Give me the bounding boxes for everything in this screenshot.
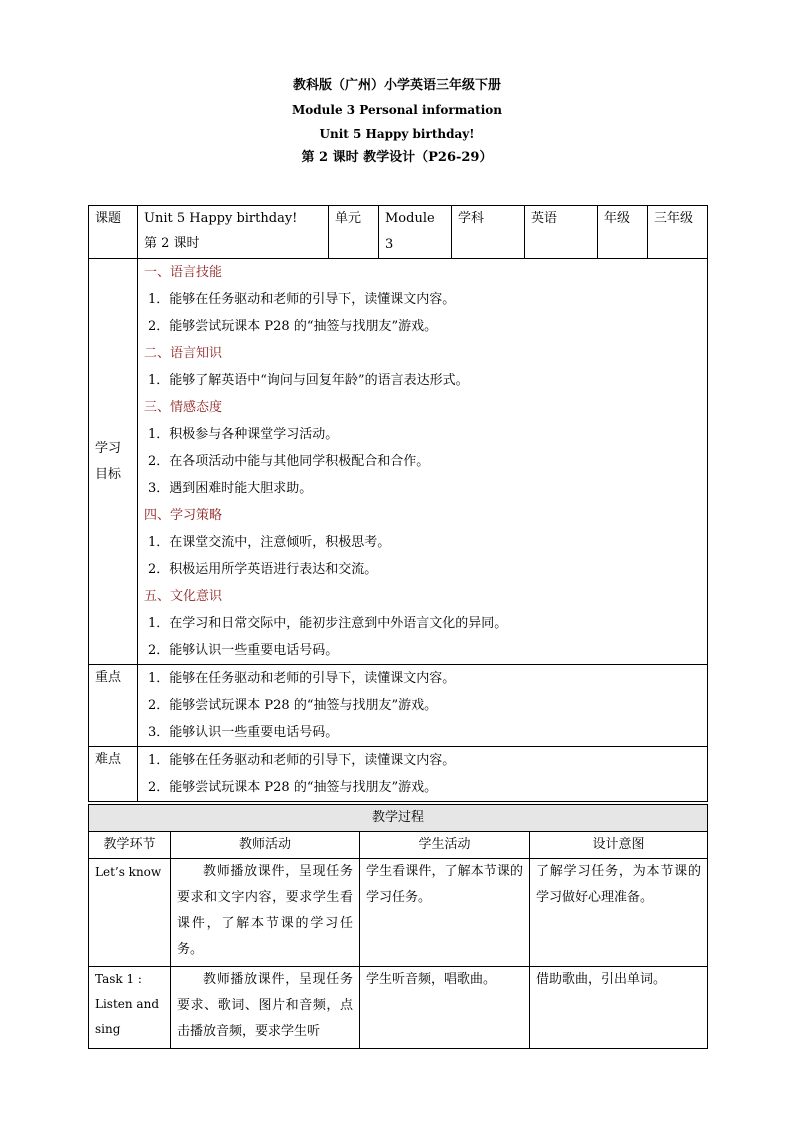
grade-label: 年级	[598, 206, 648, 259]
topic-value-lesson: 第 2 课时	[144, 236, 200, 251]
difficulties-row	[89, 747, 708, 802]
objective-item: 3．遇到困难时能大胆求助。	[148, 481, 313, 496]
info-row	[89, 206, 708, 259]
objectives-label: 学习 目标	[89, 259, 138, 665]
process-header: 教师活动	[171, 832, 360, 859]
header-title: 教科版（广州）小学英语三年级下册	[292, 78, 501, 93]
topic-value	[138, 206, 329, 259]
subject-value: 英语	[525, 206, 598, 259]
header-lesson: 第 2 课时 教学设计（P26-29）	[301, 150, 493, 165]
header-module: Module 3 Personal information	[291, 103, 503, 117]
difficulties-label: 难点	[89, 747, 138, 802]
objective-item: 1．能够在任务驱动和老师的引导下，读懂课文内容。	[148, 292, 456, 307]
grade-value: 三年级	[648, 206, 708, 259]
process-row	[89, 967, 708, 1049]
process-student-activity: 学生看课件，了解本节课的学习任务。	[360, 859, 530, 967]
objective-section-title: 五、文化意识	[144, 589, 223, 604]
process-header: 设计意图	[530, 832, 708, 859]
objective-item: 1．积极参与各种课堂学习活动。	[148, 427, 339, 442]
difficulties-content	[138, 747, 708, 802]
objective-item: 2．积极运用所学英语进行表达和交流。	[148, 562, 378, 577]
topic-label: 课题	[89, 206, 138, 259]
objectives-row	[89, 259, 708, 665]
process-stage: Let’s know	[89, 859, 171, 967]
difficulty-item: 2．能够尝试玩课本 P28 的“抽签与找朋友”游戏。	[148, 780, 438, 795]
key-points-content	[138, 665, 708, 747]
header-unit: Unit 5 Happy birthday!	[319, 127, 475, 141]
process-design-intent: 了解学习任务，为本节课的学习做好心理准备。	[530, 859, 708, 967]
objective-item: 2．能够尝试玩课本 P28 的“抽签与找朋友”游戏。	[148, 319, 438, 334]
process-title: 教学过程	[89, 805, 708, 832]
key-points-label: 重点	[89, 665, 138, 747]
objectives-content	[138, 259, 708, 665]
objective-item: 2．能够认识一些重要电话号码。	[148, 643, 339, 658]
key-point-item: 1．能够在任务驱动和老师的引导下，读懂课文内容。	[148, 671, 456, 686]
difficulty-item: 1．能够在任务驱动和老师的引导下，读懂课文内容。	[148, 753, 456, 768]
process-header: 学生活动	[360, 832, 530, 859]
objective-item: 2．在各项活动中能与其他同学积极配合和合作。	[148, 454, 430, 469]
topic-value-unit: Unit 5 Happy birthday!	[144, 211, 298, 226]
process-teacher-activity: 教师播放课件，呈现任务要求、歌词、图片和音频，点击播放音频，要求学生听	[171, 967, 360, 1049]
lesson-plan-table	[88, 205, 708, 802]
process-row	[89, 859, 708, 967]
key-point-item: 3．能够认识一些重要电话号码。	[148, 725, 339, 740]
process-header-row	[89, 832, 708, 859]
process-design-intent: 借助歌曲，引出单词。	[530, 967, 708, 1049]
unit-label: 单元	[329, 206, 379, 259]
objective-section-title: 三、情感态度	[144, 400, 223, 415]
objective-item: 1．在课堂交流中，注意倾听，积极思考。	[148, 535, 391, 550]
objective-item: 1．在学习和日常交际中，能初步注意到中外语言文化的异同。	[148, 616, 508, 631]
document-header	[0, 74, 794, 170]
objective-item: 1．能够了解英语中“询问与回复年龄”的语言表达形式。	[148, 373, 469, 388]
process-teacher-activity: 教师播放课件，呈现任务要求和文字内容，要求学生看课件，了解本节课的学习任务。	[171, 859, 360, 967]
unit-value: Module 3	[379, 206, 452, 259]
key-points-row	[89, 665, 708, 747]
objective-section-title: 一、语言技能	[144, 265, 223, 280]
objective-section-title: 二、语言知识	[144, 346, 223, 361]
key-point-item: 2．能够尝试玩课本 P28 的“抽签与找朋友”游戏。	[148, 698, 438, 713]
process-stage: Task 1 : Listen and sing	[89, 967, 171, 1049]
process-title-row	[89, 805, 708, 832]
objective-section-title: 四、学习策略	[144, 508, 223, 523]
process-student-activity: 学生听音频，唱歌曲。	[360, 967, 530, 1049]
subject-label: 学科	[452, 206, 525, 259]
process-header: 教学环节	[89, 832, 171, 859]
teaching-process-table	[88, 804, 708, 1049]
